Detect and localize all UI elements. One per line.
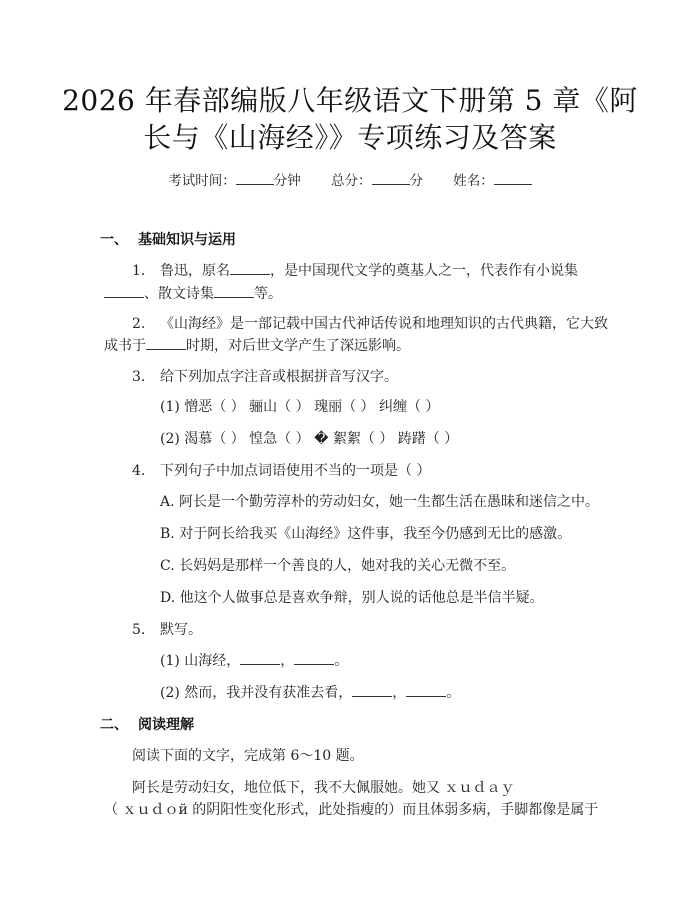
question-5: 5. 默写。: [132, 622, 202, 638]
question-2-line-1: 2. 《山海经》是一部记载中国古代神话传说和地理知识的古代典籍，它大致: [132, 316, 608, 332]
exam-time: 考试时间： 分钟: [168, 173, 301, 189]
blank: [240, 652, 280, 665]
question-4-option-b: B. 对于阿长给我买《山海经》这件事，我至今仍感到无比的感激。: [160, 526, 572, 542]
question-1-line-1: 1. 鲁迅，原名 ，是中国现代文学的奠基人之一，代表作有小说集: [132, 263, 578, 279]
exam-meta: [0, 169, 700, 189]
blank: [104, 285, 144, 298]
section-heading-2: 二、 阅读理解: [100, 717, 194, 733]
question-3-row-1: (1) 憎恶（ ） 骊山（ ） 瑰丽（ ） 纠缠（ ）: [160, 399, 440, 415]
question-4: 4. 下列句子中加点词语使用不当的一项是（ ）: [132, 463, 431, 479]
blank: [406, 684, 446, 697]
time-blank: [236, 172, 274, 185]
blank: [294, 652, 334, 665]
section-heading-1: 一、 基础知识与运用: [100, 232, 236, 248]
document-title-line-2: 长与《山海经》》专项练习及答案: [143, 121, 557, 154]
question-3-row-2: (2) 渴慕（ ） 惶急（ ） � 絮絮（ ） 踌躇（ ）: [160, 431, 459, 447]
exam-score: 总分： 分: [331, 173, 423, 189]
question-4-option-d: D. 他这个人做事总是喜欢争辩，别人说的话他总是半信半疑。: [160, 590, 544, 606]
reading-paragraph-line-2: （ ｘｕｄｏй 的阴阳性变化形式，此处指瘦的）而且体弱多病，手脚都像是属于: [104, 802, 599, 818]
blank: [230, 262, 270, 275]
reading-intro: 阅读下面的文字，完成第 6～10 题。: [132, 748, 364, 764]
question-4-option-a: A. 阿长是一个勤劳淳朴的劳动妇女，她一生都生活在愚昧和迷信之中。: [160, 494, 600, 510]
question-5-row-2: (2) 然而，我并没有获准去看， ， 。: [160, 685, 461, 701]
question-2-line-2: 成书于 时期，对后世文学产生了深远影响。: [104, 338, 410, 354]
score-blank: [372, 172, 410, 185]
exam-name: 姓名：: [453, 173, 532, 189]
blank: [146, 337, 186, 350]
question-3: 3. 给下列加点字注音或根据拼音写汉字。: [132, 369, 398, 385]
name-blank: [494, 172, 532, 185]
question-1-line-2: 、散文诗集 等。: [104, 283, 282, 305]
question-5-row-1: (1) 山海经， ， 。: [160, 653, 349, 669]
reading-paragraph-line-1: 阿长是劳动妇女，地位低下，我不大佩服她。她又 ｘｕｄａｙ: [132, 780, 515, 796]
blank: [214, 285, 254, 298]
question-4-option-c: C. 长妈妈是那样一个善良的人，她对我的关心无微不至。: [160, 558, 516, 574]
blank: [352, 684, 392, 697]
document-title-line-1: 2026 年春部编版八年级语文下册第 5 章《阿: [62, 84, 638, 117]
